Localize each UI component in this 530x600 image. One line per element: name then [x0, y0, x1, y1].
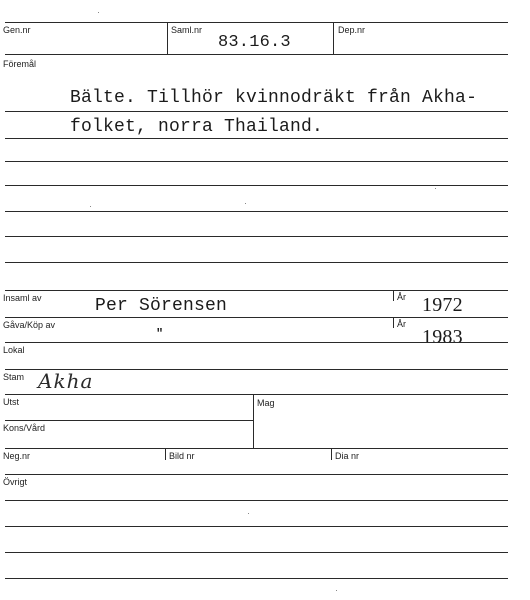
saml-nr-value: 83.16.3: [218, 33, 291, 52]
description-line-1: Bälte. Tillhör kvinnodräkt från Akha-: [70, 88, 478, 108]
ar-label-2: År: [397, 319, 406, 329]
rule-kons-top: [5, 420, 253, 421]
rule-header-bottom: [5, 54, 508, 55]
neg-nr-label: Neg.nr: [3, 451, 31, 461]
gen-nr-label: Gen.nr: [3, 25, 31, 35]
rule-desc-3: [5, 161, 508, 162]
rule-desc-5: [5, 211, 508, 212]
speck: [98, 12, 99, 13]
rule-desc-7: [5, 262, 508, 263]
gava-year-value: 1983: [422, 326, 463, 348]
ar-tick-2: [393, 318, 394, 328]
rule-utst-top: [5, 394, 508, 395]
rule-neg-top: [5, 448, 508, 449]
rule-gava-top: [5, 317, 508, 318]
rule-ovrigt-3: [5, 552, 508, 553]
dia-nr-label: Dia nr: [335, 451, 360, 461]
dep-nr-label: Dep.nr: [338, 25, 366, 35]
utst-label: Utst: [3, 397, 20, 407]
rule-desc-1: [5, 111, 508, 112]
gava-kop-av-label: Gåva/Köp av: [3, 320, 56, 330]
divider-bild: [165, 448, 166, 460]
divider-dia: [331, 448, 332, 460]
speck: [248, 513, 249, 514]
speck: [90, 206, 91, 207]
ovrigt-label: Övrigt: [3, 477, 28, 487]
rule-desc-4: [5, 185, 508, 186]
divider-saml: [167, 22, 168, 54]
rule-ovrigt-2: [5, 526, 508, 527]
gava-kop-av-value: ": [156, 327, 164, 341]
mag-label: Mag: [257, 398, 275, 408]
rule-desc-6: [5, 236, 508, 237]
speck: [245, 203, 246, 204]
stam-label: Stam: [3, 372, 25, 382]
foremal-label: Föremål: [3, 59, 37, 69]
kons-vard-label: Kons/Vård: [3, 423, 46, 433]
speck: [336, 590, 337, 591]
insaml-av-value: Per Sörensen: [95, 296, 228, 316]
rule-ovrigt-top: [5, 474, 508, 475]
rule-ovrigt-1: [5, 500, 508, 501]
divider-mag: [253, 394, 254, 448]
stam-value-handwritten: Akha: [38, 369, 94, 393]
ar-tick-1: [393, 291, 394, 301]
rule-ovrigt-4: [5, 578, 508, 579]
ar-label-1: År: [397, 292, 406, 302]
lokal-label: Lokal: [3, 345, 25, 355]
rule-desc-2: [5, 138, 508, 139]
rule-lokal-top: [5, 342, 508, 343]
rule-top: [5, 22, 508, 23]
saml-nr-label: Saml.nr: [171, 25, 203, 35]
divider-dep: [333, 22, 334, 54]
insaml-year-value: 1972: [422, 294, 463, 316]
rule-insaml-top: [5, 290, 508, 291]
speck: [435, 188, 436, 189]
description-line-2: folket, norra Thailand.: [70, 117, 324, 137]
bild-nr-label: Bild nr: [169, 451, 195, 461]
insaml-av-label: Insaml av: [3, 293, 42, 303]
